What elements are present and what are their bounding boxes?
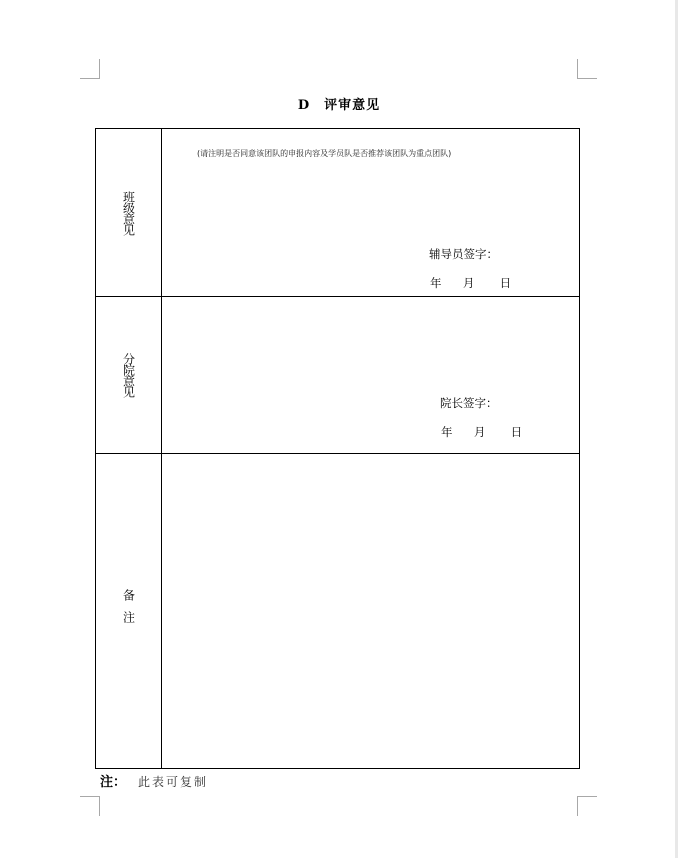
crop-mark-bottom-left [80,796,100,816]
crop-mark-top-right [577,59,597,79]
class-opinion-date [430,275,511,291]
title-letter: D [297,98,311,113]
college-opinion-label-cell [96,297,162,453]
counselor-signature-label: 辅导员签字： [429,247,498,261]
date-day: 日 [499,276,512,290]
crop-mark-bottom-right [577,796,597,816]
date-year: 年 [441,425,453,439]
dean-signature-label: 院长签字： [440,396,498,410]
class-opinion-row [96,129,579,297]
college-opinion-label: 分院意见 [121,353,136,397]
date-month: 月 [462,276,475,290]
class-opinion-label: 班级意见 [121,190,136,235]
college-opinion-date [441,424,522,440]
footer-note-label: 注： [100,775,127,790]
remarks-label-cell [96,454,162,768]
review-form-table [95,128,580,769]
class-opinion-hint: (请注明是否同意该团队的申报内容及学员队是否推荐该团队为重点团队) [197,149,452,158]
remarks-row [96,454,579,768]
date-year: 年 [430,276,442,290]
date-day: 日 [510,425,523,439]
class-opinion-content[interactable] [162,129,579,296]
title-text: 评审意见 [324,98,381,113]
class-opinion-label-cell [96,129,162,296]
date-month: 月 [473,425,486,439]
footer-note-text: 此表可复制 [138,775,209,789]
footer-note [100,771,208,790]
remarks-content[interactable] [162,454,579,768]
college-opinion-content[interactable] [162,297,579,453]
remarks-label: 备注 [121,589,136,633]
crop-mark-top-left [80,59,100,79]
page-title [0,94,678,113]
college-opinion-row [96,297,579,454]
